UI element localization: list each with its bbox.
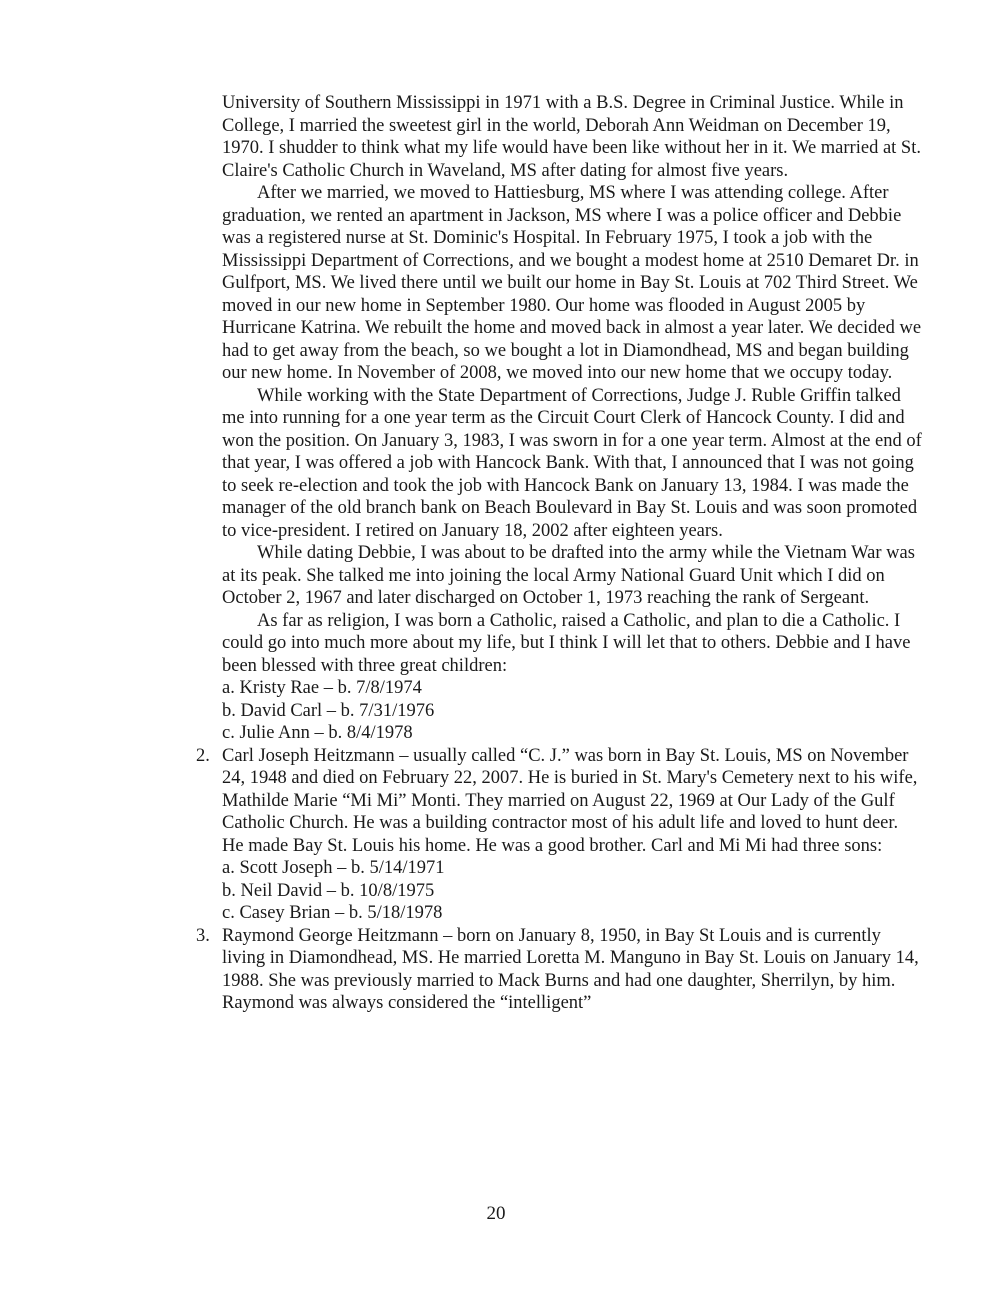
paragraph-religion-children: As far as religion, I was born a Catholic, raised a Catholic, and plan to die a Catholic. I could go into much more about my life, but I think I will let that to others. Debbie and I have been blessed with three great children: xyxy=(222,610,911,676)
item-text: Carl Joseph Heitzmann – usually called “C. J.” was born in Bay St. Louis, MS on November 24, 1948 and died on February 22, 2007. He is buried in St. Mary's Cemetery next to his wife, Mathilde Marie “Mi Mi” Monti. They married on August 22, 1969 at Our Lady of the Gulf Catholic Church. He was a building contractor most of his adult life and loved to hunt deer. He made Bay St. Louis his home. He was a good brother. Carl and Mi Mi had three sons: xyxy=(222,745,918,856)
list-item: a. Kristy Rae – b. 7/8/1974 xyxy=(222,678,422,698)
page-number: 20 xyxy=(486,1203,506,1224)
list-item: c. Casey Brian – b. 5/18/1978 xyxy=(222,903,443,923)
paragraph-education-marriage: University of Southern Mississippi in 1971 with a B.S. Degree in Criminal Justice. While in College, I married the sweetest girl in the world, Deborah Ann Weidman on December 19, 1970. I shudder to think what my life would have been like without her in it. We married at St. Claire's Catholic Church in Waveland, MS after dating for almost five years. xyxy=(222,93,921,181)
item-number: 2. xyxy=(196,745,210,766)
list-item: b. David Carl – b. 7/31/1976 xyxy=(222,700,435,721)
item-text: Raymond George Heitzmann – born on January 8, 1950, in Bay St Louis and is currently living in Diamondhead, MS. He married Loretta M. Manguno in Bay St. Louis on January 14, 1988. She was previously married to Mack Burns and had one daughter, Sherrilyn, by him. Raymond was always considered the “intelligent” xyxy=(222,925,919,1013)
numbered-item-2 xyxy=(196,745,922,858)
numbered-item-3 xyxy=(196,925,922,1015)
list-item: b. Neil David – b. 10/8/1975 xyxy=(222,880,435,901)
paragraph-military: While dating Debbie, I was about to be drafted into the army while the Vietnam War was at its peak. She talked me into joining the local Army National Guard Unit which I did on October 2, 1967 and later discharged on October 1, 1973 reaching the rank of Sergeant. xyxy=(222,543,915,608)
list-item: a. Scott Joseph – b. 5/14/1971 xyxy=(222,858,445,878)
item-number: 3. xyxy=(196,925,210,946)
sons-list xyxy=(222,857,922,925)
page-body xyxy=(196,92,922,1015)
paragraph-homes: After we married, we moved to Hattiesburg, MS where I was attending college. After graduation, we rented an apartment in Jackson, MS where I was a police officer and Debbie was a registered nurse at St. Dominic's Hospital. In February 1975, I took a job with the Mississippi Department of Corrections, and we bought a modest home at 2510 Demaret Dr. in Gulfport, MS. We lived there until we built our home in Bay St. Louis at 702 Third Street. We moved in our new home in September 1980. Our home was flooded in August 2005 by Hurricane Katrina. We rebuilt the home and moved back in almost a year later. We decided we had to get away from the beach, so we bought a lot in Diamondhead, MS and began building our new home. In November of 2008, we moved into our new home that we occupy today. xyxy=(222,183,922,383)
list-item: c. Julie Ann – b. 8/4/1978 xyxy=(222,723,413,743)
paragraph-career: While working with the State Department of Corrections, Judge J. Ruble Griffin talked me into running for a one year term as the Circuit Court Clerk of Hancock County. I did and won the position. On January 3, 1983, I was sworn in for a one year term. Almost at the end of that year, I was offered a job with Hancock Bank. With that, I announced that I was not going to seek re-election and took the job with Hancock Bank on January 13, 1984. I was made the manager of the old branch bank on Beach Boulevard in Bay St. Louis and was soon promoted to vice-president. I retired on January 18, 2002 after eighteen years. xyxy=(222,385,922,541)
children-list xyxy=(222,677,922,745)
